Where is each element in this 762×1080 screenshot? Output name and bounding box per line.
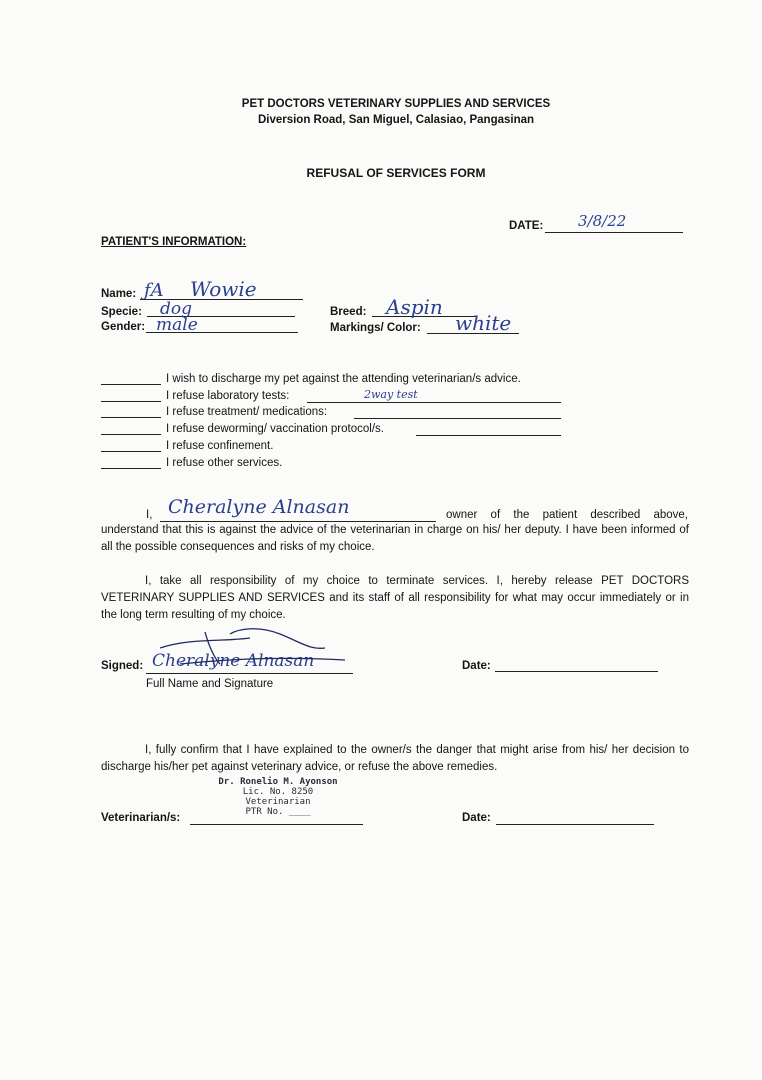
confirm-text: I, fully confirm that I have explained to the owner/s the danger that might arise from his/ her decision to discharge his/her pet against veterinary advice, or refuse the above remedies. <box>101 744 689 773</box>
date-value: 3/8/22 <box>578 212 627 230</box>
option-6-text: I refuse other services. <box>166 457 283 469</box>
veterinarian-label: Veterinarian/s: <box>101 812 181 824</box>
statement-line1-rest: owner of the patient described above, <box>446 509 688 521</box>
option-3-detail-line[interactable] <box>354 418 561 419</box>
vet-date-label: Date: <box>462 812 491 824</box>
stamp-ptr: PTR No. ____ <box>245 807 311 817</box>
statement-body: understand that this is against the advice of the veterinarian in charge on his/ her deputy. I have been informed of all the possible consequences and risks of my choice. <box>101 524 689 553</box>
date-line[interactable] <box>545 232 683 233</box>
signed-sub-label: Full Name and Signature <box>146 678 274 690</box>
form-title: REFUSAL OF SERVICES FORM <box>306 166 486 180</box>
specie-value: dog <box>160 299 192 319</box>
option-4-detail-line[interactable] <box>416 435 561 436</box>
specie-label: Specie: <box>101 306 142 318</box>
signed-date-line[interactable] <box>495 671 658 672</box>
name-label: Name: <box>101 288 137 300</box>
org-address: Diversion Road, San Miguel, Calasiao, Pangasinan <box>257 114 535 126</box>
option-1-text: I wish to discharge my pet against the attending veterinarian/s advice. <box>166 373 521 385</box>
owner-signature <box>150 620 350 680</box>
stamp-title: Veterinarian <box>245 797 311 807</box>
owner-name-handwritten: Cheralyne Alnasan <box>168 496 350 518</box>
option-4-text: I refuse deworming/ vaccination protocol/s. <box>166 423 384 435</box>
stamp-name: Dr. Ronelio M. Ayonson <box>218 777 338 787</box>
markings-label: Markings/ Color: <box>330 322 421 334</box>
option-5-text: I refuse confinement. <box>166 440 274 452</box>
vet-date-line[interactable] <box>496 824 654 825</box>
signed-name-handwritten: Cheralyne Alnasan <box>152 651 315 671</box>
breed-value: Aspin <box>386 295 443 319</box>
statement-i-label: I, <box>146 509 153 521</box>
stamp-license: Lic. No. 8250 <box>242 787 314 797</box>
option-4-checkline[interactable] <box>101 434 161 435</box>
veterinarian-line[interactable] <box>190 824 363 825</box>
signed-date-label: Date: <box>462 660 491 672</box>
patient-section-title: PATIENT'S INFORMATION: <box>101 236 247 248</box>
option-2-detail-line[interactable] <box>307 402 561 403</box>
breed-label: Breed: <box>330 306 367 318</box>
signed-label: Signed: <box>101 660 144 672</box>
gender-value: male <box>156 315 198 335</box>
name-value: Wowie <box>190 277 257 301</box>
org-name: PET DOCTORS VETERINARY SUPPLIES AND SERVICES <box>241 98 551 110</box>
responsibility-text: I, take all responsibility of my choice to terminate services. I, hereby release PET DOCTORS VETERINARY SUPPLIES AND SERVICES and its staff of all responsibility for what may occur immediately or in the long term resulting of my choice. <box>101 575 689 621</box>
vet-stamp <box>208 777 348 817</box>
date-label: DATE: <box>509 220 544 232</box>
gender-label: Gender: <box>101 321 146 333</box>
markings-value: white <box>455 311 512 335</box>
option-5-checkline[interactable] <box>101 451 161 452</box>
option-3-text: I refuse treatment/ medications: <box>166 406 328 418</box>
option-2-checkline[interactable] <box>101 401 161 402</box>
option-1-checkline[interactable] <box>101 384 161 385</box>
option-3-checkline[interactable] <box>101 417 161 418</box>
option-2-text: I refuse laboratory tests: <box>166 390 290 402</box>
option-6-checkline[interactable] <box>101 468 161 469</box>
option-2-value: 2way test <box>364 388 418 401</box>
name-strikeout: ƒA <box>144 280 164 301</box>
